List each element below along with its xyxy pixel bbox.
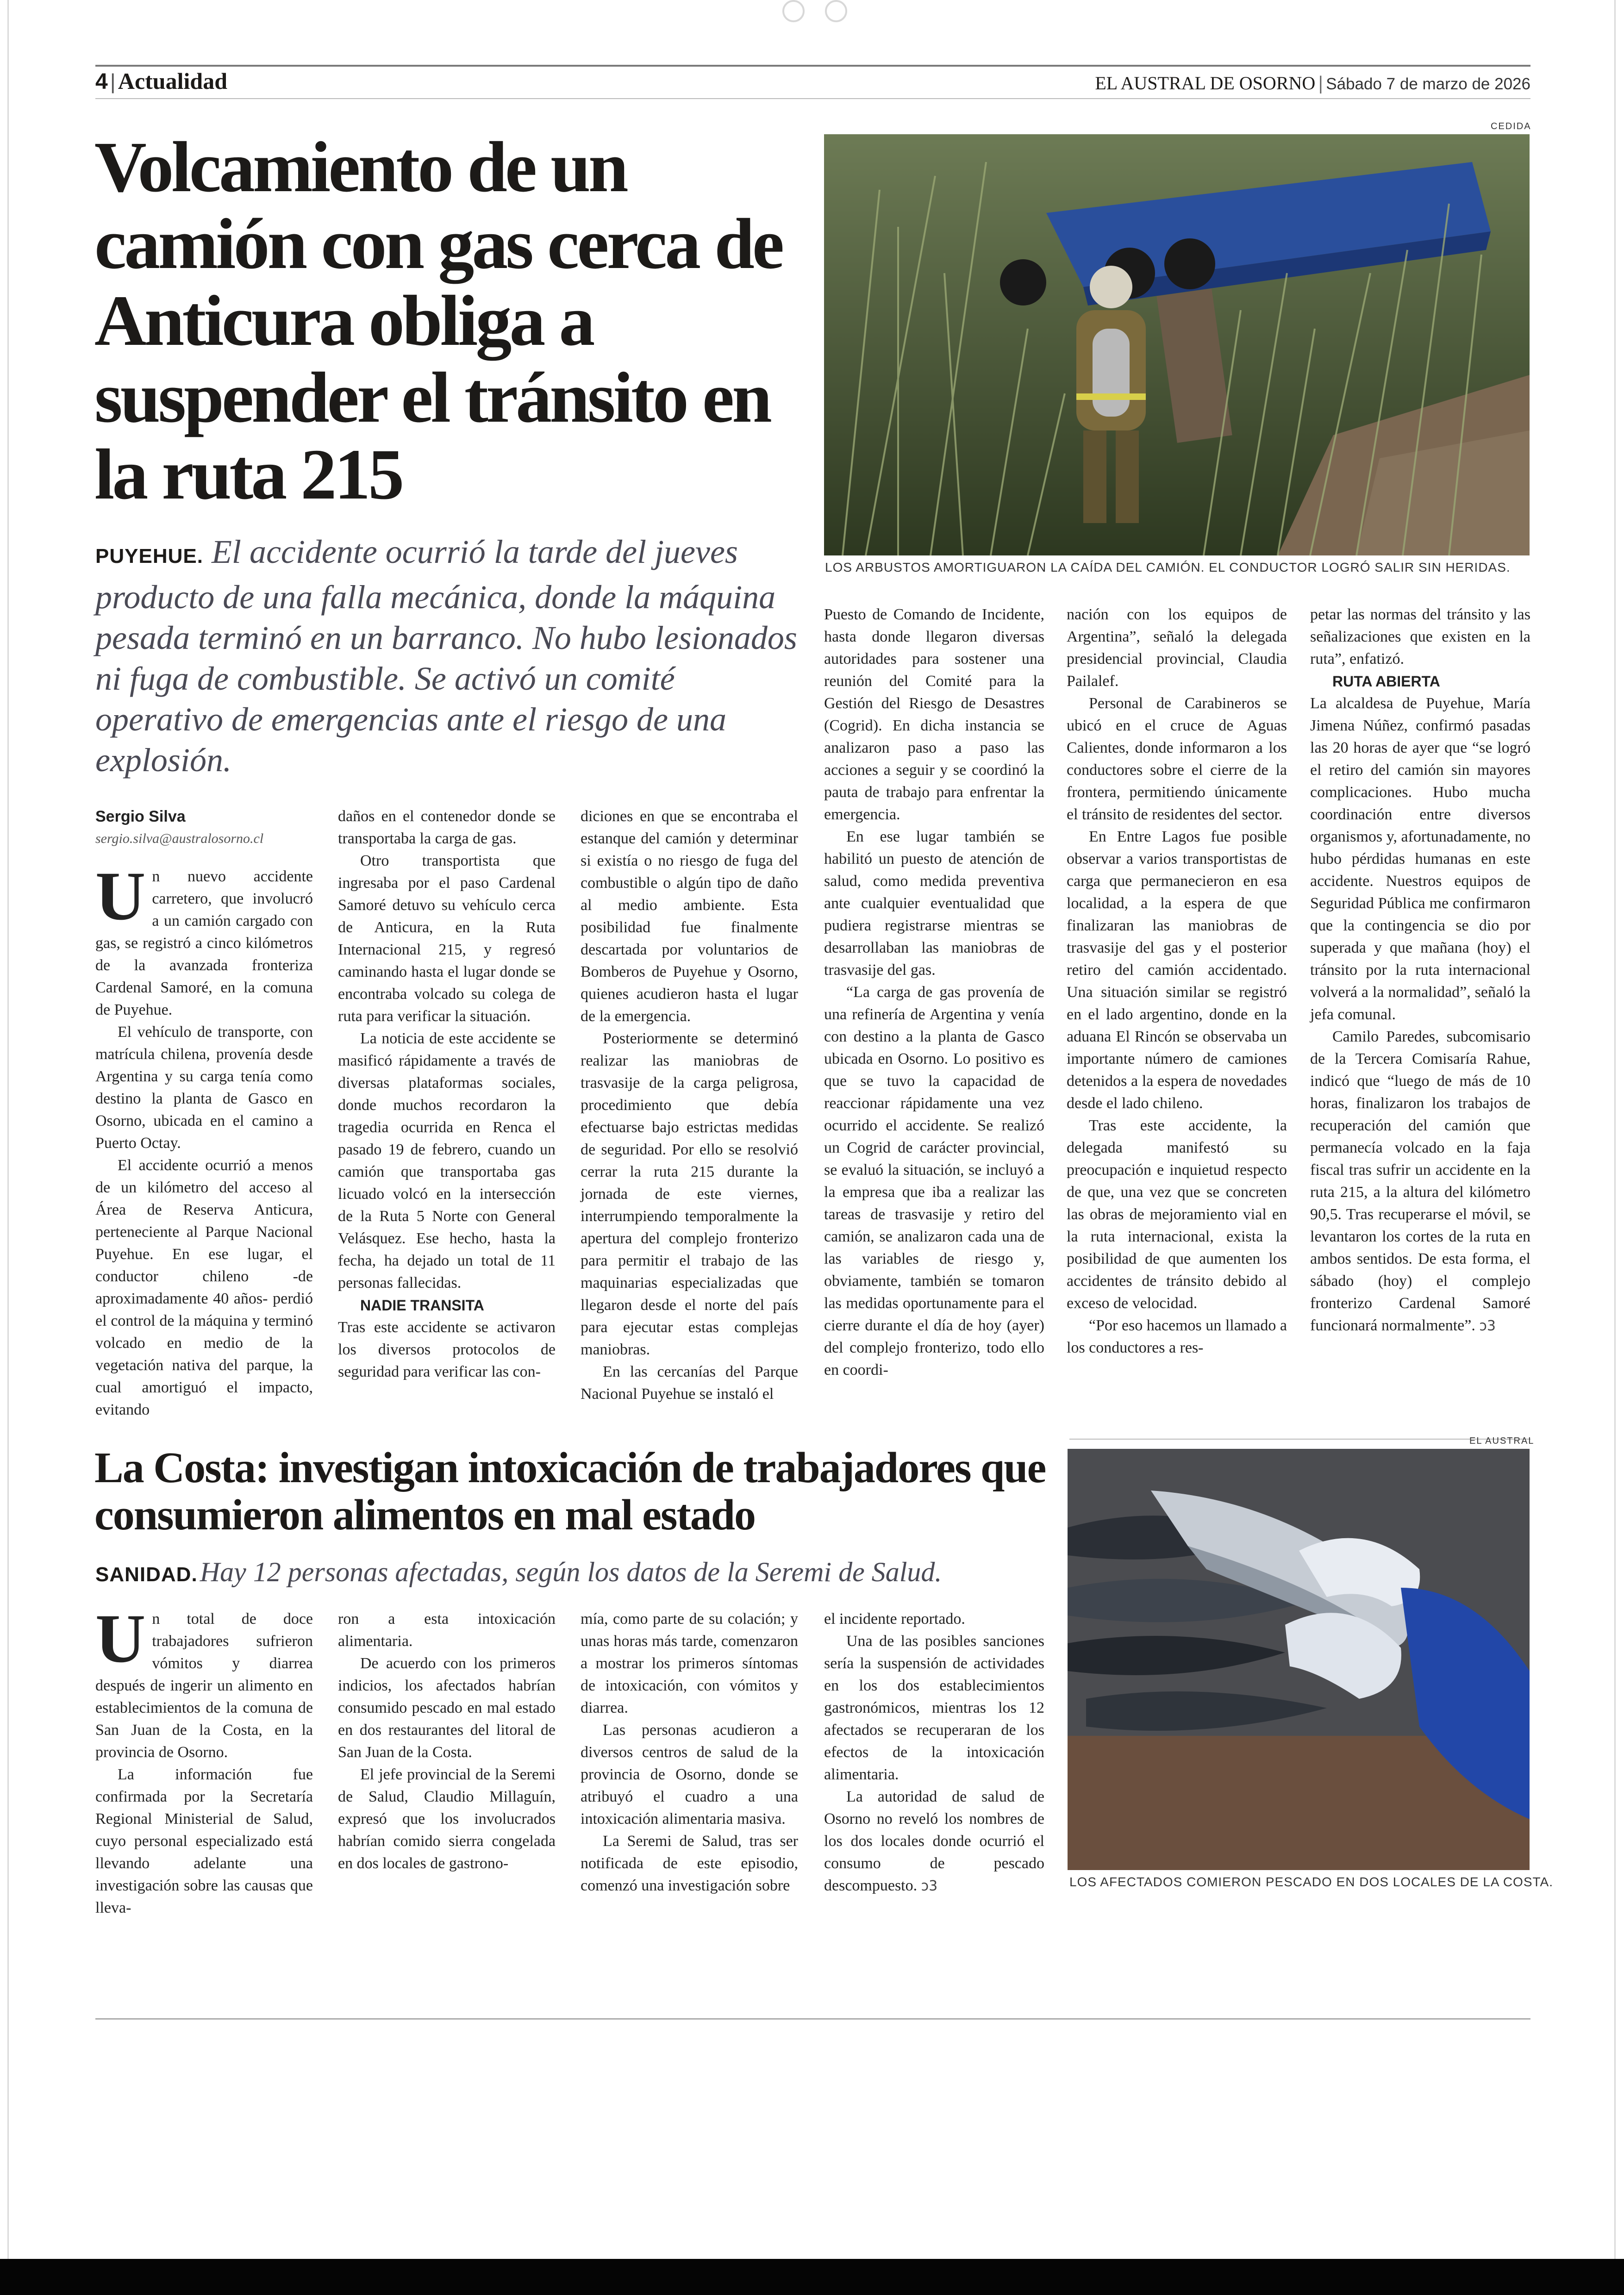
paragraph: La Seremi de Salud, tras ser notificada de este episodio, comenzó una investigación sobre: [581, 1833, 798, 1894]
paragraph: La alcaldesa de Puyehue, María Jimena Núñez, confirmó pasadas las 20 horas de ayer que “se logró el retiro del camión sin mayores complicaciones. Hubo mucha coordinación entre diversos organismos y, afortunadamente, no hubo pérdidas humanas en este accidente. Nuestros equipos de Seguridad Pública me confirmaron que la contingencia se dio por superada y que mañana (hoy) el tránsito por la ruta internacional volverá a la normalidad”, señaló la jefa comunal.: [1310, 695, 1530, 1023]
article1-headline: Volcamiento de un camión con gas cerca de Anticura obliga a suspender el tránsito en la ruta 215: [94, 127, 782, 514]
masthead-separator: |: [1318, 73, 1324, 94]
paragraph-text: La autoridad de salud de Osorno no reveló los nombres de los dos locales donde ocurrió el consumo de pescado descompuesto.: [824, 1788, 1044, 1894]
author-name: Sergio Silva: [95, 808, 186, 825]
photo2-top-rule: [1069, 1439, 1530, 1440]
paragraph: Una de las posibles sanciones sería la suspensión de actividades en los dos establecimientos gastronómicos, mientras los 12 afectados se recuperaran de los efectos de la intoxicación alimentaria.: [824, 1633, 1044, 1783]
end-mark-icon: ↄ3: [1479, 1318, 1496, 1334]
article2-column-1: [95, 1600, 313, 1919]
paragraph: petar las normas del tránsito y las señalizaciones que existen en la ruta”, enfatizó.: [1310, 606, 1530, 667]
article2-lede-text: Hay 12 personas afectadas, según los datos de la Seremi de Salud.: [200, 1557, 942, 1587]
article2-column-4: [824, 1608, 1044, 1897]
screen-bottom-bar: [0, 2259, 1624, 2295]
section-header: [95, 68, 227, 94]
top-pager: [782, 0, 868, 24]
subhead-nadie-transita: NADIE TRANSITA: [360, 1297, 484, 1314]
paragraph-text: n total de doce trabajadores sufrieron vómitos y diarrea después de ingerir un alimento en establecimientos de la comuna de San Juan de la Costa, en la provincia de Osorno.: [95, 1610, 313, 1761]
paragraph: El accidente ocurrió a menos de un kilómetro del acceso al Área de Reserva Anticura, perteneciente al Parque Nacional Puyehue. En ese lugar, el conductor chileno -de aproximadamente 40 años- perdió el control de la máquina y terminó volcado en medio de la vegetación nativa del parque, la cual amortiguó el impacto, evitando: [95, 1157, 313, 1418]
paragraph: La noticia de este accidente se masificó rápidamente a través de diversas plataformas sociales, donde muchos recordaron la tragedia ocurrida en Renca el pasado 19 de febrero, cuando un camión que transportaba gas licuado volcó en la intersección de la Ruta 5 Norte con General Velásquez. Ese hecho, hasta la fecha, ha dejado un total de 11 personas fallecidas.: [338, 1030, 556, 1291]
paragraph-text: Camilo Paredes, subcomisario de la Tercera Comisaría Rahue, indicó que “luego de más de 10 horas, finalizaron los trabajos de recuperación del camión que permanecía volcado en la faja fiscal tras sufrir un accidente en la ruta 215, a la altura del kilómetro 90,5. Tras recuperarse el móvil, se levantaron los cortes de la ruta en ambos sentidos. De esta forma, el sábado (hoy) el complejo fronterizo Cardenal Samoré funcionará normalmente”.: [1310, 1028, 1530, 1334]
paragraph: diciones en que se encontraba el estanque del camión y determinar si existía o no riesgo de fuga del combustible o algún tipo de daño al medio ambiente. Esta posibilidad fue finalmente descartada por voluntarios de Bomberos de Puyehue y Osorno, quienes acudieron hasta el lugar de la emergencia.: [581, 808, 798, 1025]
dropcap: U: [95, 1600, 146, 1677]
header-top-rule: [95, 65, 1530, 67]
photo1-credit: CEDIDA: [1491, 121, 1531, 131]
paragraph: Puesto de Comando de Incidente, hasta donde llegaron diversas autoridades para sostener una reunión del Comité para la Gestión del Riesgo de Desastres (Cogrid). En dicha instancia se analizaron paso a paso las acciones a seguir y se coordinó la pauta de trabajo para enfrentar la emergencia.: [824, 606, 1044, 823]
paragraph: Tras este accidente se activaron los diversos protocolos de seguridad para verificar las con-: [338, 1319, 556, 1380]
paragraph: ron a esta intoxicación alimentaria.: [338, 1610, 556, 1650]
article1-column-4: [824, 604, 1044, 1381]
header-bottom-rule: [95, 98, 1530, 99]
pager-dot-icon[interactable]: [782, 0, 805, 22]
author-email: sergio.silva@australosorno.cl: [95, 831, 264, 846]
end-mark-icon: ↄ3: [921, 1878, 938, 1894]
paragraph: En Entre Lagos fue posible observar a varios transportistas de carga que permanecieron en esa localidad, a la espera de que finalizaran las maniobras de trasvasije del gas y el posterior retiro del camión accidentado. Una situación similar se registró en el lado argentino, donde en la aduana El Rincón se observaba un importante número de camiones detenidos a la espera de novedades desde el lado chileno.: [1067, 828, 1287, 1112]
paragraph: nación con los equipos de Argentina”, señaló la delegada presidencial provincial, Claudia Pailalef.: [1067, 606, 1287, 690]
article2-lede: [95, 1556, 1058, 1588]
paragraph: Posteriormente se determinó realizar las maniobras de trasvasije de la carga peligrosa, procedimiento que debía efectuarse bajo estrictas medidas de seguridad. Por ello se resolvió cerrar la ruta 215 durante la jornada de este viernes, interrumpiendo temporalmente la apertura del complejo fronterizo para permitir el trabajo de las maquinarias especializadas que llegaron desde el norte del país para ejecutar estas complejas maniobras.: [581, 1030, 798, 1358]
article1-column-3: [581, 805, 798, 1405]
article2-headline: La Costa: investigan intoxicación de trabajadores que consumieron alimentos en mal estado: [94, 1444, 1046, 1539]
paragraph: [1310, 1026, 1530, 1337]
paragraph: Las personas acudieron a diversos centros de salud de la provincia de Osorno, donde se atribuyó el cuadro a una intoxicación alimentaria masiva.: [581, 1721, 798, 1827]
masthead: [1095, 72, 1530, 94]
photo2-caption: LOS AFECTADOS COMIERON PESCADO EN DOS LOCALES DE LA COSTA.: [1069, 1875, 1553, 1889]
paragraph: En ese lugar también se habilitó un puesto de atención de salud, como medida preventiva ante cualquier eventualidad que pudiera registrarse mientras se desarrollaban las maniobras de trasvasije del gas.: [824, 828, 1044, 979]
article1-kicker: PUYEHUE.: [95, 545, 203, 568]
paragraph: [95, 858, 313, 1021]
paragraph: De acuerdo con los primeros indicios, los afectados habrían consumido pescado en mal estado en dos restaurantes del litoral de San Juan de la Costa.: [338, 1655, 556, 1761]
article2-column-2: [338, 1608, 556, 1875]
truck-photo-illustration: [824, 134, 1530, 555]
fish-photo-illustration: [1068, 1449, 1530, 1870]
header-separator: |: [110, 69, 116, 94]
fish-photo: [1068, 1449, 1530, 1870]
paragraph: daños en el contenedor donde se transportaba la carga de gas.: [338, 808, 556, 847]
truck-photo: [824, 134, 1530, 555]
paragraph: Otro transportista que ingresaba por el paso Cardenal Samoré detuvo su vehículo cerca de Anticura, en la Ruta Internacional 215, y regresó caminando hasta el lugar donde se encontraba volcado su colega de ruta para verificar la situación.: [338, 852, 556, 1025]
photo1-caption: LOS ARBUSTOS AMORTIGUARON LA CAÍDA DEL CAMIÓN. EL CONDUCTOR LOGRÓ SALIR SIN HERIDAS.: [825, 560, 1511, 574]
section-name: Actualidad: [118, 68, 228, 94]
paragraph: El vehículo de transporte, con matrícula chilena, provenía desde Argentina y su carga tenía como destino la planta de Gasco en Osorno, ubicada en el camino a Puerto Octay.: [95, 1023, 313, 1152]
paragraph: [824, 1786, 1044, 1897]
article1-lede-text: El accidente ocurrió la tarde del jueves producto de una falla mecánica, donde la máquina pesada terminó en un barranco. No hubo lesionados ni fuga de combustible. Se activó un comité operativo de emergencias ante el riesgo de una explosión.: [95, 533, 797, 779]
subhead-ruta-abierta: RUTA ABIERTA: [1332, 673, 1440, 690]
paragraph: Tras este accidente, la delegada manifestó su preocupación e inquietud respecto de que, una vez que se concreten las obras de mejoramiento vial en la ruta internacional, exista la posibilidad de que aumenten los accidentes de tránsito debido al exceso de velocidad.: [1067, 1117, 1287, 1312]
dropcap: U: [95, 858, 146, 935]
page-bottom-rule: [95, 2018, 1530, 2020]
paragraph: el incidente reportado.: [824, 1610, 965, 1628]
article1-column-5: [1067, 604, 1287, 1359]
issue-date: Sábado 7 de marzo de 2026: [1326, 75, 1530, 93]
newspaper-name: EL AUSTRAL DE OSORNO: [1095, 73, 1316, 94]
paragraph: “Por eso hacemos un llamado a los conductores a res-: [1067, 1317, 1287, 1356]
page-number: 4: [95, 69, 108, 94]
article1-lede: [95, 531, 808, 780]
paragraph: “La carga de gas provenía de una refinería de Argentina y venía con destino a la planta de Gasco ubicada en Osorno. Lo positivo es que se tuvo la capacidad de reaccionar rápidamente una vez ocurrido el accidente. Se realizó un Cogrid de carácter provincial, se evaluó la situación, se incluyó a la empresa que iba a realizar las tareas de trasvasije y retiro del camión, se analizaron cada una de las variables de riesgo y, obviamente, también se tomaron las medidas oportunamente para el cierre durante el día de hoy (ayer) del complejo fronterizo, todo ello en coordi-: [824, 984, 1044, 1378]
article1-column-1: [95, 805, 313, 1421]
article2-kicker: SANIDAD.: [95, 1563, 198, 1586]
paragraph: mía, como parte de su colación; y unas horas más tarde, comenzaron a mostrar los primeros síntomas de intoxicación, con vómitos y diarrea.: [581, 1610, 798, 1716]
paragraph: En las cercanías del Parque Nacional Puyehue se instaló el: [581, 1363, 798, 1403]
article2-column-3: [581, 1608, 798, 1897]
article1-column-6: [1310, 604, 1530, 1337]
paragraph: [95, 1600, 313, 1764]
pager-dot-icon[interactable]: [825, 0, 847, 22]
article1-column-2: [338, 805, 556, 1383]
photo2-credit: EL AUSTRAL: [1469, 1436, 1535, 1446]
paragraph: La información fue confirmada por la Secretaría Regional Ministerial de Salud, cuyo personal especializado está llevando adelante una investigación sobre las causas que lleva-: [95, 1766, 313, 1916]
paragraph: El jefe provincial de la Seremi de Salud, Claudio Millaguín, expresó que los involucrados habrían comido sierra congelada en dos locales de gastrono-: [338, 1766, 556, 1872]
paragraph: Personal de Carabineros se ubicó en el cruce de Aguas Calientes, donde informaron a los conductores sobre el cierre de la frontera, permitiendo únicamente el tránsito de residentes del sector.: [1067, 695, 1287, 823]
paragraph-text: n nuevo accidente carretero, que involucró a un camión cargado con gas, se registró a cinco kilómetros de la avanzada fronteriza Cardenal Samoré, en la comuna de Puyehue.: [95, 868, 313, 1018]
